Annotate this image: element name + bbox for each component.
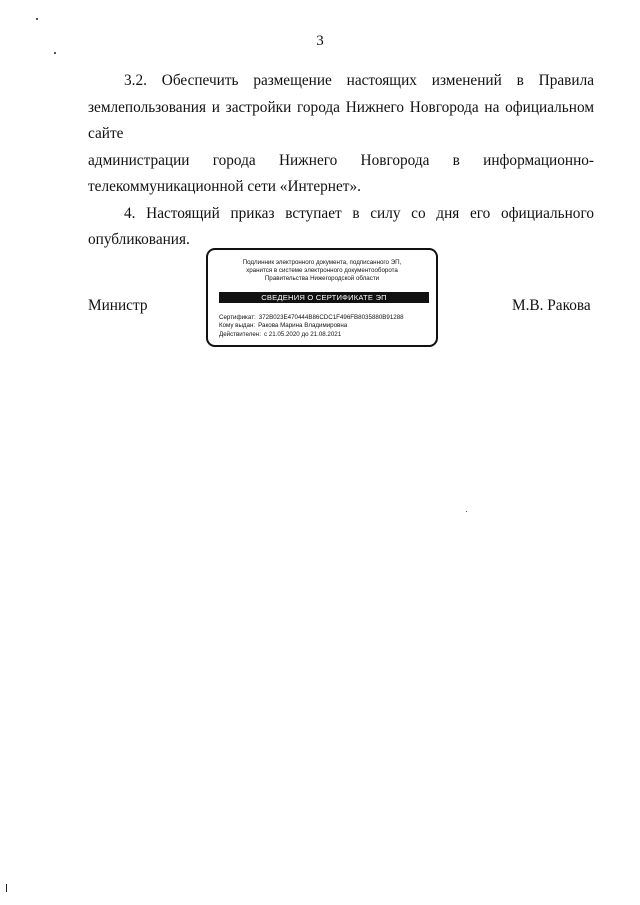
issued-to-value: Ракова Марина Владимировна — [258, 322, 348, 330]
electronic-signature-stamp — [206, 248, 438, 347]
stamp-header-line: хранится в системе электронного документооборота — [246, 267, 398, 275]
paragraph-line: телекоммуникационной сети «Интернет». — [88, 178, 361, 195]
issued-to-label: Кому выдан: — [219, 322, 256, 330]
signer-name: М.В. Ракова — [512, 297, 591, 314]
page-number: 3 — [316, 33, 324, 49]
document-body — [88, 68, 594, 254]
stamp-certificate-bar: СВЕДЕНИЯ О СЕРТИФИКАТЕ ЭП — [219, 292, 429, 303]
paragraph-line: 4. Настоящий приказ вступает в силу со дня его официального — [124, 204, 594, 222]
paragraph-line: опубликования. — [88, 231, 190, 248]
valid-value: с 21.05.2020 до 21.08.2021 — [263, 330, 342, 338]
signer-title: Министр — [88, 297, 148, 314]
scan-speck — [54, 52, 56, 54]
scan-speck — [466, 511, 467, 512]
paragraph-4 — [88, 201, 594, 254]
stamp-header-line: Правительства Нижегородской области — [264, 275, 380, 283]
stamp-certificate-row — [219, 314, 404, 322]
stamp-header-line: Подлинник электронного документа, подписанного ЭП, — [242, 259, 402, 266]
certificate-label: Сертификат: — [219, 314, 256, 321]
paragraph-line: землепользования и застройки города Нижнего Новгорода на официальном сайте — [88, 98, 594, 142]
certificate-value: 372B023E470444B86CDC1F496FB8035880B91288 — [258, 314, 404, 321]
stamp-validity-row — [219, 331, 404, 339]
stamp-certificate-details — [219, 314, 404, 339]
paragraph-line: 3.2. Обеспечить размещение настоящих изменений в Правила — [124, 72, 594, 89]
scan-speck — [6, 884, 7, 892]
paragraph-3-2 — [88, 68, 594, 201]
valid-label: Действителен: — [219, 330, 261, 338]
paragraph-line: администрации города Нижнего Новгорода в информационно- — [88, 151, 594, 169]
stamp-header — [208, 259, 436, 284]
scan-speck — [36, 18, 38, 20]
stamp-issued-to-row — [219, 322, 404, 330]
